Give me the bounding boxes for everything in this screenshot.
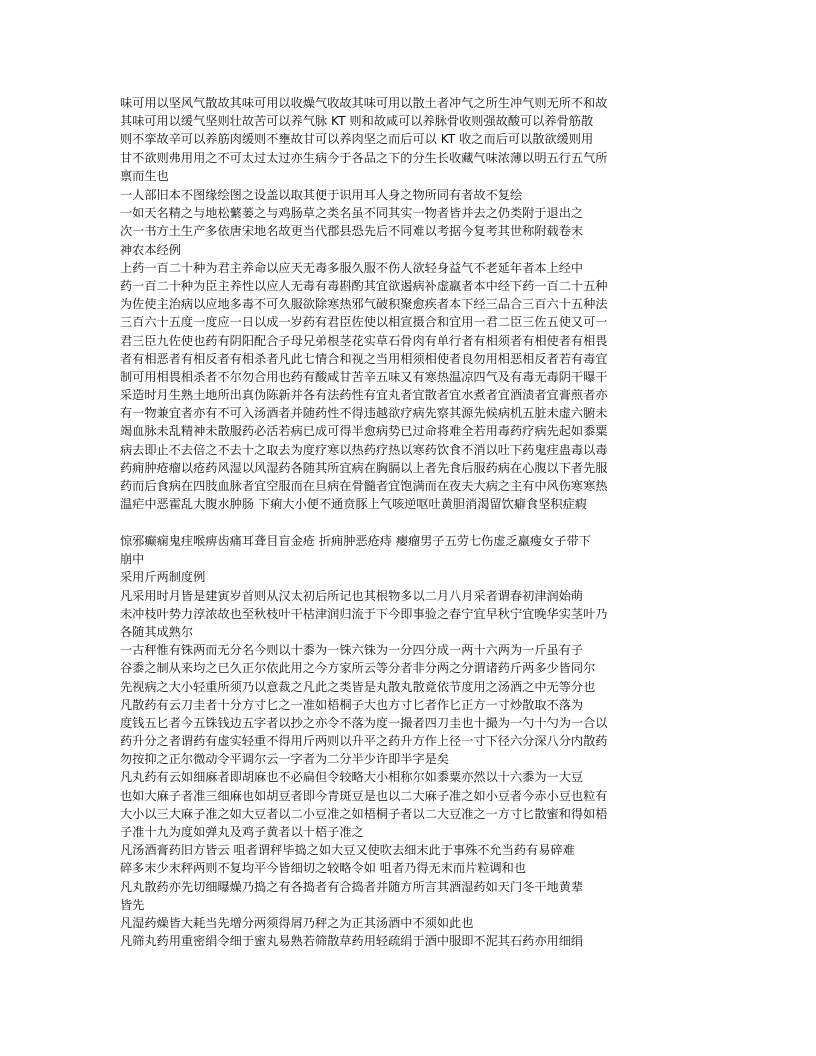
text-line: 君三臣九佐使也药有阴阳配合子母兄弟根茎花实草石骨肉有单行者有相须者有相使者有相畏 (120, 333, 608, 348)
text-line: 竭血脉未乱精神未散服药必活若病已成可得半愈病势已过命将难全若用毒药疗病先起如黍粟 (120, 424, 608, 439)
text-line: 一古秤惟有铢两而无分名今则以十黍为一铢六铢为一分四分成一两十六两为一斤虽有子 (120, 643, 584, 658)
paragraph-harvest-measure-rules (120, 532, 688, 950)
text-line: 凡散药有云刀圭者十分方寸匕之一准如梧桐子大也方寸匕者作匕正方一寸炒散取不落为 (120, 697, 584, 712)
text-line: 病去即止不去倍之不去十之取去为度疗寒以热药疗热以寒药饮食不消以吐下药鬼疰蛊毒以毒 (120, 442, 608, 457)
text-line: 药痈肿疮瘤以疮药风湿以风湿药各随其所宜病在胸膈以上者先食后服药病在心腹以下者先服 (120, 460, 608, 475)
paragraph-flavor-uses (120, 94, 688, 185)
text-line: 则不挛故辛可以养筋肉缓则不壅故甘可以养肉坚之而后可以 KT 收之而后可以散欲缓则用 (120, 132, 594, 147)
text-line: 碎多末少末秤两则不复均平今皆细切之较略令如 咀者乃得无末而片粒调和也 (120, 861, 527, 876)
text-line: 药而后食病在四肢血脉者宜空服而在旦病在骨髓者宜饱满而在夜夫大病之主有中风伤寒寒热 (120, 479, 608, 493)
text-line: 温疟中恶霍乱大腹水肿肠 下痢大小便不通贲豚上气咳逆呕吐黄胆消渴留饮癖食坚积症瘕 (120, 497, 587, 512)
text-line: 谷黍之制从来均之已久正尔依此用之今方家所云等分者非分两之分谓诸药斤两多少皆同尔 (120, 661, 596, 676)
text-line: 有一物兼宜者亦有不可入汤酒者并随药性不得违越欲疗病先察其源先候病机五脏未虚六腑未 (120, 406, 608, 421)
text-line: 为佐使主治病以应地多毒不可久服欲除寒热邪气破积聚愈疾者本下经三品合三百六十五种法 (120, 297, 608, 312)
text-line: 采用斤两制度例 (120, 570, 206, 585)
text-line: 禀而生也 (120, 168, 169, 183)
text-line: 惊邪癫痫鬼疰喉痹齿痛耳聋目盲金疮 折痈肿恶疮痔 瘿瘤男子五劳七伤虚乏羸瘦女子带下 (120, 534, 591, 548)
text-line: 一人部旧本不图缘绘图之设盖以取其便于识用耳人身之物所同有者故不复绘 (120, 188, 523, 202)
text-line: 味可用以坚风气散故其味可用以收燥气收故其味可用以散土者冲气之所生冲气则无所不和故 (120, 96, 608, 110)
text-line: 神农本经例 (120, 242, 181, 257)
text-line: 勿按抑之正尔微动令平调尔云一字者为二分半少许即半字是矣 (120, 752, 450, 767)
text-line: 次一书方土生产多依唐宋地名故更当代郡县恐先后不同难以考据今复考其世称附载卷末 (120, 224, 584, 239)
text-line: 三百六十五度一度应一日以成一岁药有君臣佐使以相宣摄合和宜用一君二臣三佐五使又可一 (120, 315, 608, 330)
text-line: 制可用相畏相杀者不尔勿合用也药有酸咸甘苦辛五味又有寒热温凉四气及有毒无毒阴干曝干 (120, 369, 608, 384)
text-line: 凡丸药有云如细麻者即胡麻也不必扁但令较略大小相称尔如黍粟亦然以十六黍为一大豆 (120, 770, 584, 785)
text-line: 采造时月生熟土地所出真伪陈新并各有法药性有宜丸者宜散者宜水煮者宜酒渍者宜膏煎者亦 (120, 388, 608, 403)
text-line: 子准十九为度如弹丸及鸡子黄者以十梧子准之 (120, 825, 364, 839)
text-line: 崩中 (120, 552, 145, 567)
text-line: 一如天名精之与地松蘩蒌之与鸡肠草之类名虽不同其实一物者皆并去之仍类附于退出之 (120, 206, 584, 221)
text-line: 皆先 (120, 897, 145, 912)
text-line: 药一百二十种为臣主养性以应人无毒有毒斟酌其宜欲遏病补虚羸者本中经下药一百二十五种 (120, 278, 608, 293)
text-line: 凡汤酒膏药旧方皆云 咀者谓秤毕捣之如大豆又使吹去细末此于事殊不允当药有易碎难 (120, 843, 575, 858)
text-line: 凡丸散药亦先切细曝燥乃捣之有各捣者有合捣者并随方所言其酒湿药如天门冬干地黄辈 (120, 879, 584, 894)
text-line: 药升分之者谓药有虚实轻重不得用斤两则以升平之药升方作上径一寸下径六分深八分内散药 (120, 734, 608, 749)
text-line: 凡筛丸药用重密绢令细于蜜丸易熟若筛散草药用轻疏绢于酒中服即不泥其石药亦用细绢 (120, 934, 584, 949)
text-line: 甘不欲则弗用用之不可太过太过亦生病今于各品之下的分生长收藏气味浓薄以明五行五气所 (120, 150, 608, 165)
text-line: 也如大麻子者准三细麻也如胡豆者即今青斑豆是也以二大麻子准之如小豆者今赤小豆也粒有 (120, 788, 608, 803)
text-line: 先视病之大小轻重所须乃以意裁之凡此之类皆是丸散丸散竟依节度用之汤酒之中无等分也 (120, 679, 596, 694)
text-line: 上药一百二十种为君主养命以应天无毒多服久服不伤人欲轻身益气不老延年者本上经中 (120, 260, 584, 275)
text-line: 大小以三大麻子准之如大豆者以二小豆准之如梧桐子者以二大豆准之一方寸匕散蜜和得如梧 (120, 806, 608, 821)
text-line: 各随其成熟尔 (120, 624, 194, 639)
text-line: 凡采用时月皆是建寅岁首则从汉太初后所记也其根物多以二月八月采者谓春初津润始萌 (120, 588, 584, 603)
text-line: 度钱五匕者今五铢钱边五字者以抄之亦令不落为度一撮者四刀圭也十撮为一勺十勺为一合以 (120, 715, 608, 730)
text-line: 者有相恶者有相反者有相杀者凡此七情合和视之当用相须相使者良勿用相恶相反者若有毒宜 (120, 351, 608, 366)
text-line: 凡湿药燥皆大耗当先增分两须得屑乃秤之为正其汤酒中不须如此也 (120, 915, 474, 930)
text-line: 未冲枝叶势力淳浓故也至秋枝叶干枯津润归流于下今即事验之春宁宜早秋宁宜晚华实茎叶乃 (120, 606, 608, 621)
paragraph-shennong-rules (120, 186, 688, 513)
text-line: 其味可用以缓气坚则壮故苦可以养气脉 KT 则和故咸可以养脉骨收则强故酸可以养骨筋散 (120, 114, 594, 129)
